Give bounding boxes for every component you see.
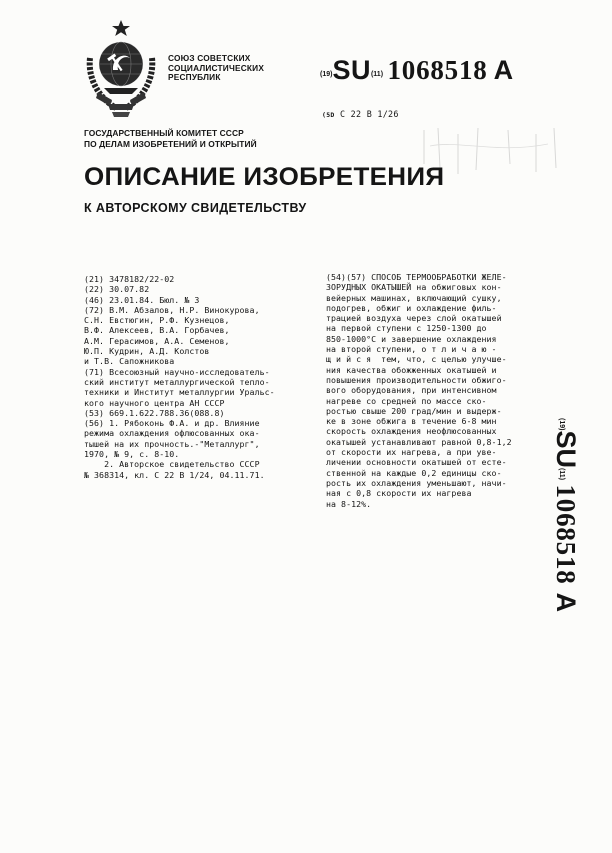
- abstract-line: 850-1000°С и завершение охлаждения: [326, 333, 497, 344]
- abstract-line: ЗОРУДНЫХ ОКАТЫШЕЙ на обжиговых кон-: [326, 282, 502, 293]
- abstract-line: от скорости их нагрева, а при уве-: [326, 447, 497, 458]
- biblio-line: А.М. Герасимов, А.А. Семенов,: [84, 335, 230, 346]
- biblio-line: № 368314, кл. С 22 В 1/24, 04.11.71.: [84, 469, 265, 480]
- patent-number: 1068518: [387, 55, 488, 85]
- vertical-publication-number: [551, 418, 585, 678]
- biblio-line: Ю.П. Кудрин, А.Д. Колстов: [84, 346, 210, 357]
- abstract-line: ния качества обожженных окатышей и: [326, 364, 497, 375]
- biblio-line: (72) В.М. Абзалов, Н.Р. Винокурова,: [84, 304, 260, 315]
- state-emblem-icon: [82, 18, 160, 122]
- abstract-line: щ и й с я тем, что, с целью улучше-: [326, 354, 507, 365]
- vertical-kind-code: A: [551, 592, 581, 613]
- biblio-line: (53) 669.1.622.788.36(088.8): [84, 407, 225, 418]
- abstract-line: подогрев, обжиг и охлаждение филь-: [326, 302, 497, 313]
- biblio-line: (56) 1. Рябоконь Ф.А. и др. Влияние: [84, 418, 260, 429]
- biblio-line: (21) 3478182/22-02: [84, 274, 175, 284]
- ussr-line: СОЮЗ СОВЕТСКИХ: [168, 53, 251, 63]
- kind-code: A: [493, 55, 514, 85]
- committee-line: ГОСУДАРСТВЕННЫЙ КОМИТЕТ СССР: [84, 128, 244, 138]
- biblio-line: режима охлаждения офлюсованных ока-: [84, 428, 260, 439]
- document-title: ОПИСАНИЕ ИЗОБРЕТЕНИЯ: [84, 163, 445, 191]
- ussr-line: СОЦИАЛИСТИЧЕСКИХ: [168, 62, 265, 73]
- biblio-line: (46) 23.01.84. Бюл. № 3: [84, 294, 200, 305]
- biblio-line: 1970, № 9, с. 8-10.: [84, 449, 180, 460]
- vertical-inid-11: (11): [558, 467, 565, 481]
- abstract-line: личении основности окатышей от есте-: [326, 457, 507, 468]
- abstract-line: рость их охлаждения уменьшают, начи-: [326, 477, 507, 488]
- state-committee: [84, 128, 257, 150]
- abstract-line: (54)(57) СПОСОБ ТЕРМООБРАБОТКИ ЖЕЛЕ-: [326, 272, 507, 282]
- inid-19: (19): [320, 71, 333, 78]
- document-subtitle: К АВТОРСКОМУ СВИДЕТЕЛЬСТВУ: [84, 201, 307, 215]
- biblio-line: техники и Институт металлургии Уральс-: [84, 387, 275, 398]
- ipc-class: [322, 109, 399, 119]
- abstract-line: на первой ступени с 1250-1300 до: [326, 323, 487, 334]
- biblio-line: В.Ф. Алексеев, В.А. Горбачев,: [84, 325, 230, 336]
- biblio-line: С.Н. Евстюгин, Р.Ф. Кузнецов,: [84, 315, 230, 326]
- abstract-line: вейерных машинах, включающий сушку,: [326, 292, 502, 303]
- abstract-line: на второй ступени, о т л и ч а ю -: [326, 344, 497, 355]
- publication-number: [320, 55, 513, 86]
- biblio-line: (71) Всесоюзный научно-исследователь-: [84, 366, 270, 377]
- ussr-line: РЕСПУБЛИК: [168, 72, 221, 83]
- abstract-line: на 8-12%.: [326, 498, 372, 509]
- bibliographic-data: [84, 274, 314, 480]
- biblio-line: 2. Авторское свидетельство СССР: [84, 459, 260, 470]
- abstract-line: ственной на каждые 0,2 единицы ско-: [326, 467, 502, 478]
- inid-51: (5D: [322, 111, 335, 119]
- vertical-patent-number: 1068518: [551, 484, 581, 585]
- abstract-line: ке в зоне обжига в течение 6-8 мин: [326, 416, 497, 427]
- biblio-line: и Т.В. Сапожникова: [84, 356, 175, 367]
- abstract-line: окатышей устанавливают равной 0,8-1,2: [326, 436, 512, 447]
- inid-11: (11): [370, 71, 384, 78]
- abstract-line: скорость охлаждения неофлюсованных: [326, 426, 497, 437]
- ussr-name: [168, 54, 264, 83]
- biblio-line: (22) 30.07.82: [84, 284, 150, 295]
- vertical-inid-19: (19): [558, 418, 565, 431]
- biblio-line: ский институт металлургической тепло-: [84, 376, 270, 387]
- abstract-line: вого оборудования, при интенсивном: [326, 385, 497, 396]
- abstract-line: ростью свыше 200 град/мин и выдерж-: [326, 405, 502, 416]
- ipc-code: С 22 В 1/26: [334, 109, 399, 119]
- biblio-line: тышей на их прочность.-"Металлург",: [84, 438, 260, 449]
- vertical-country-code: SU: [551, 430, 581, 468]
- country-code: SU: [332, 55, 371, 85]
- committee-line: ПО ДЕЛАМ ИЗОБРЕТЕНИЙ И ОТКРЫТИЙ: [84, 139, 257, 149]
- abstract-line: трацией воздуха через слой окатышей: [326, 313, 502, 324]
- abstract-line: повышения производительности обжиго-: [326, 374, 507, 385]
- abstract-claims: [326, 272, 538, 509]
- abstract-line: нагреве со средней по массе ско-: [326, 395, 487, 406]
- biblio-line: кого научного центра АН СССР: [84, 397, 225, 408]
- abstract-line: ная с 0,8 скорости их нагрева: [326, 488, 472, 499]
